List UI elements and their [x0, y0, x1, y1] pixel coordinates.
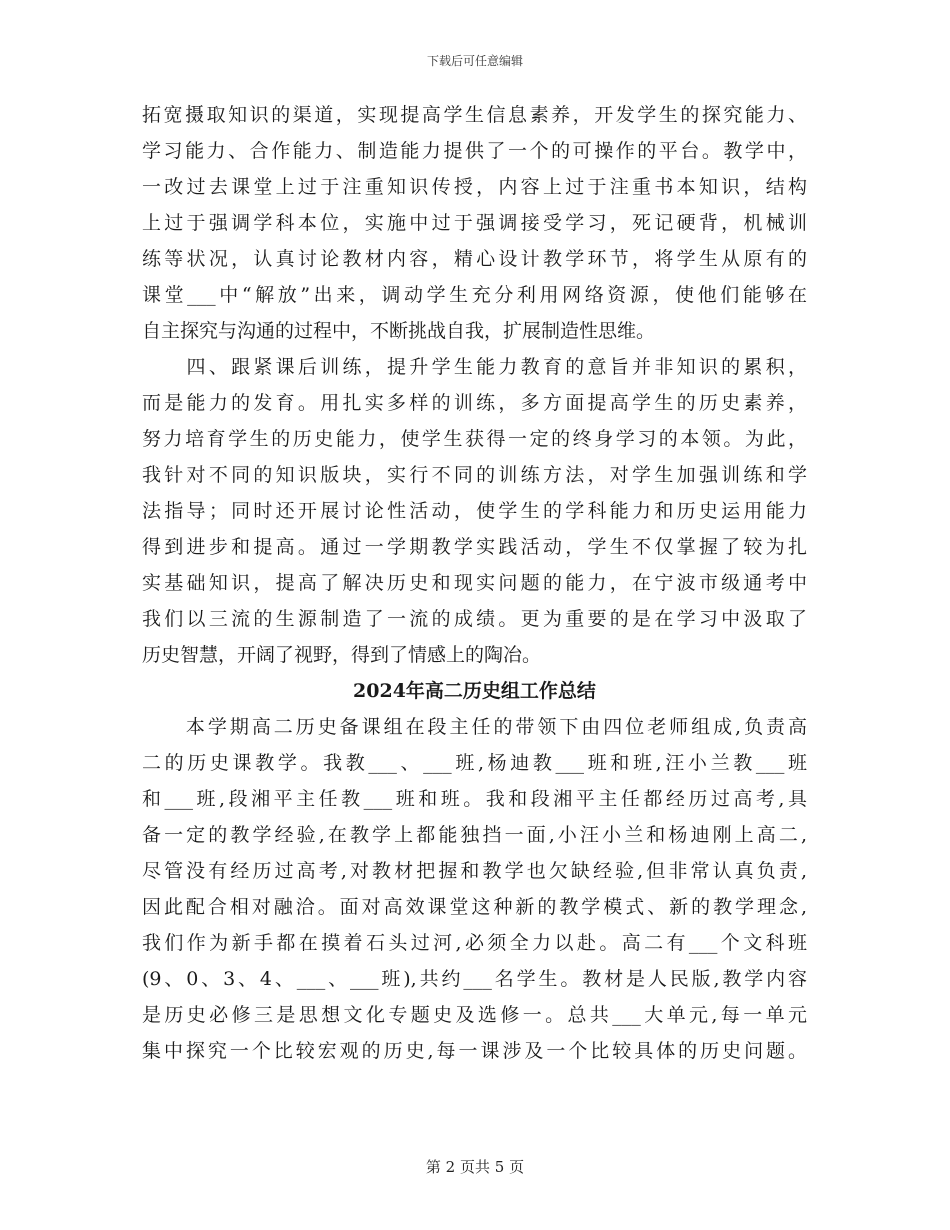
text-line: 自主探究与沟通的过程中，不断挑战自我，扩展制造性思维。 [142, 320, 656, 342]
text-line: 拓宽摄取知识的渠道，实现提高学生信息素养，开发学生的探究能力、 [142, 104, 807, 126]
text-line: 我针对不同的知识版块，实行不同的训练方法，对学生加强训练和学 [142, 464, 807, 486]
text-line: 我们以三流的生源制造了一流的成绩。更为重要的是在学习中汲取了 [142, 608, 807, 630]
text-line: 二的历史课教学。我教___、___班,杨迪教___班和班,汪小兰教___班 [142, 752, 807, 774]
text-line: 学习能力、合作能力、制造能力提供了一个的可操作的平台。教学中， [142, 140, 807, 162]
text-line: 备一定的教学经验,在教学上都能独挡一面,小汪小兰和杨迪刚上高二, [142, 824, 807, 846]
paragraph-3 [142, 709, 807, 1069]
text-line: 因此配合相对融洽。面对高效课堂这种新的教学模式、新的教学理念, [142, 896, 807, 918]
text-line: 练等状况，认真讨论教材内容，精心设计教学环节，将学生从原有的 [142, 248, 807, 270]
text-line: (9、0、3、4、___、___班),共约___名学生。教材是人民版,教学内容 [142, 968, 807, 990]
document-body [142, 97, 807, 1069]
text-line: 得到进步和提高。通过一学期教学实践活动，学生不仅掌握了较为扎 [142, 536, 807, 558]
paragraph-2 [142, 349, 807, 673]
text-line: 是历史必修三是思想文化专题史及选修一。总共___大单元,每一单元 [142, 1004, 807, 1026]
paragraph-1 [142, 97, 807, 349]
text-line: 和___班,段湘平主任教___班和班。我和段湘平主任都经历过高考,具 [142, 788, 807, 810]
text-line: 课堂___中“解放”出来，调动学生充分利用网络资源，使他们能够在 [142, 284, 807, 306]
page-header: 下载后可任意编辑 [426, 54, 523, 68]
text-line: 一改过去课堂上过于注重知识传授，内容上过于注重书本知识，结构 [142, 176, 807, 198]
text-line: 上过于强调学科本位，实施中过于强调接受学习，死记硬背，机械训 [142, 212, 807, 234]
text-line: 本学期高二历史备课组在段主任的带领下由四位老师组成,负责高 [142, 716, 807, 738]
text-line: 努力培育学生的历史能力，使学生获得一定的终身学习的本领。为此， [142, 428, 807, 450]
text-line: 法指导；同时还开展讨论性活动，使学生的学科能力和历史运用能力 [142, 500, 807, 522]
page-footer: 第 2 页共 5 页 [425, 1158, 525, 1176]
text-line: 尽管没有经历过高考,对教材把握和教学也欠缺经验,但非常认真负责, [142, 860, 807, 882]
text-line: 四、跟紧课后训练，提升学生能力教育的意旨并非知识的累积， [142, 356, 807, 378]
text-line: 历史智慧，开阔了视野，得到了情感上的陶冶。 [142, 644, 542, 666]
text-line: 而是能力的发育。用扎实多样的训练，多方面提高学生的历史素养， [142, 392, 807, 414]
text-line: 我们作为新手都在摸着石头过河,必须全力以赴。高二有___个文科班 [142, 932, 807, 954]
section-heading: 2024年高二历史组工作总结 [353, 680, 596, 702]
text-line: 集中探究一个比较宏观的历史,每一课涉及一个比较具体的历史问题。 [142, 1040, 807, 1062]
text-line: 实基础知识，提高了解决历史和现实问题的能力，在宁波市级通考中 [142, 572, 807, 594]
